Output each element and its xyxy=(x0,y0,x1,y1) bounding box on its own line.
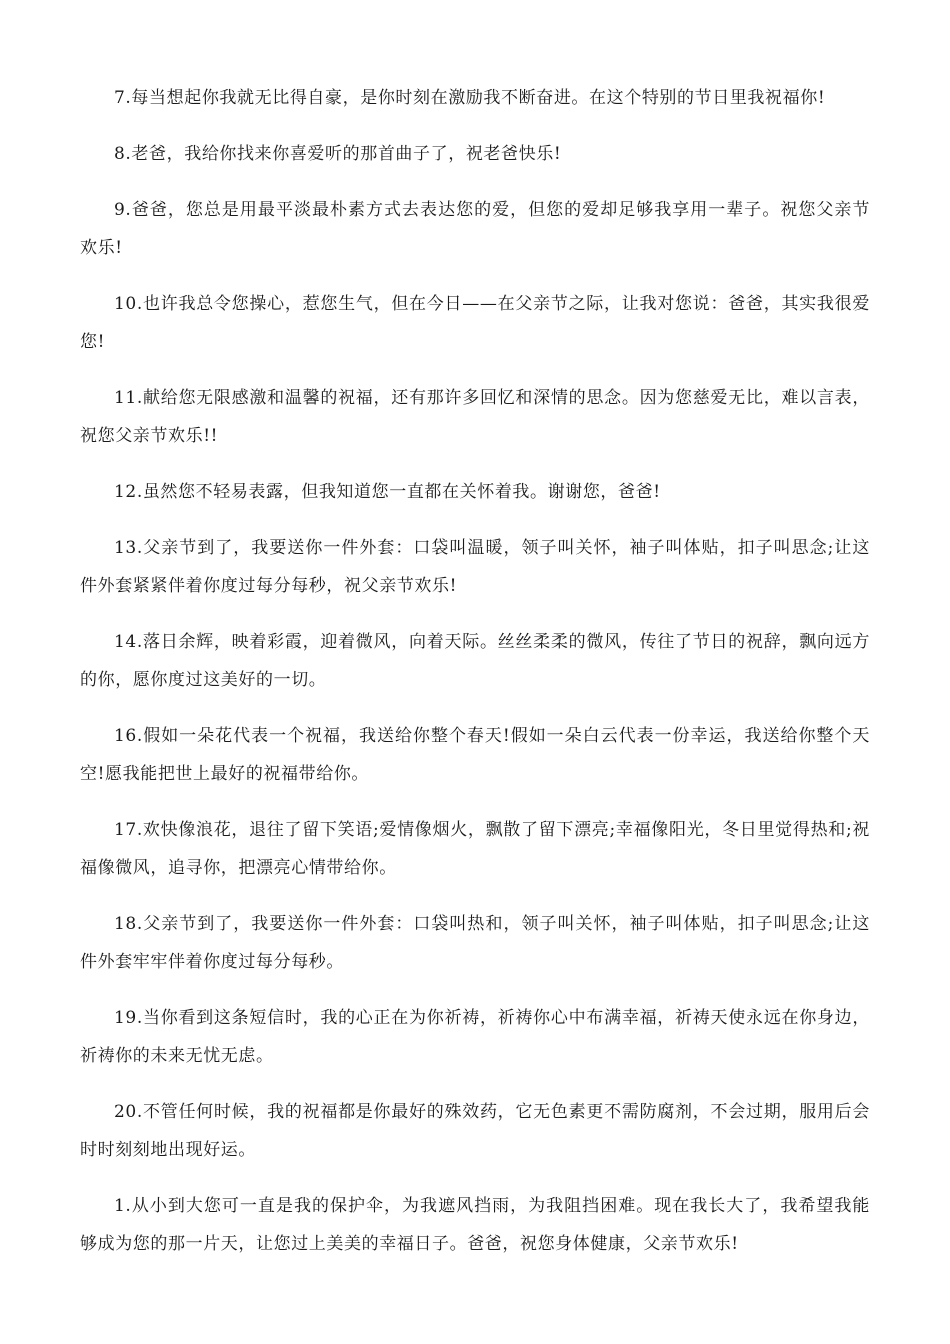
paragraph-11: 11.献给您无限感激和温馨的祝福，还有那许多回忆和深情的思念。因为您慈爱无比，难以言表，祝您父亲节欢乐!! xyxy=(80,388,870,446)
paragraph-12: 12.虽然您不轻易表露，但我知道您一直都在关怀着我。谢谢您，爸爸! xyxy=(114,482,661,502)
paragraph-17: 17.欢快像浪花，退往了留下笑语;爱情像烟火，飘散了留下漂亮;幸福像阳光，冬日里觉得热和;祝福像微风，追寻你，把漂亮心情带给你。 xyxy=(80,820,870,878)
paragraph-7: 7.每当想起你我就无比得自豪，是你时刻在激励我不断奋进。在这个特别的节日里我祝福你! xyxy=(114,88,826,108)
paragraph-13: 13.父亲节到了，我要送你一件外套：口袋叫温暖，领子叫关怀，袖子叫体贴，扣子叫思念;让这件外套紧紧伴着你度过每分每秒，祝父亲节欢乐! xyxy=(80,538,870,596)
paragraph-20: 20.不管任何时候，我的祝福都是你最好的殊效药，它无色素更不需防腐剂，不会过期，服用后会时时刻刻地出现好运。 xyxy=(80,1102,870,1160)
paragraph-10: 10.也许我总令您操心，惹您生气，但在今日——在父亲节之际，让我对您说：爸爸，其实我很爱您! xyxy=(80,294,870,352)
paragraph-9: 9.爸爸，您总是用最平淡最朴素方式去表达您的爱，但您的爱却足够我享用一辈子。祝您父亲节欢乐! xyxy=(80,200,870,258)
paragraph-16: 16.假如一朵花代表一个祝福，我送给你整个春天!假如一朵白云代表一份幸运，我送给你整个天空!愿我能把世上最好的祝福带给你。 xyxy=(80,726,870,784)
paragraph-8: 8.老爸，我给你找来你喜爱听的那首曲子了，祝老爸快乐! xyxy=(114,144,562,164)
paragraph-1: 1.从小到大您可一直是我的保护伞，为我遮风挡雨，为我阻挡困难。现在我长大了，我希望我能够成为您的那一片天，让您过上美美的幸福日子。爸爸，祝您身体健康，父亲节欢乐! xyxy=(80,1196,870,1254)
paragraph-19: 19.当你看到这条短信时，我的心正在为你祈祷，祈祷你心中布满幸福，祈祷天使永远在你身边，祈祷你的未来无忧无虑。 xyxy=(80,1008,870,1066)
paragraph-14: 14.落日余辉，映着彩霞，迎着微风，向着天际。丝丝柔柔的微风，传往了节日的祝辞，飘向远方的你，愿你度过这美好的一切。 xyxy=(80,632,870,690)
paragraph-18: 18.父亲节到了，我要送你一件外套：口袋叫热和，领子叫关怀，袖子叫体贴，扣子叫思念;让这件外套牢牢伴着你度过每分每秒。 xyxy=(80,914,870,972)
